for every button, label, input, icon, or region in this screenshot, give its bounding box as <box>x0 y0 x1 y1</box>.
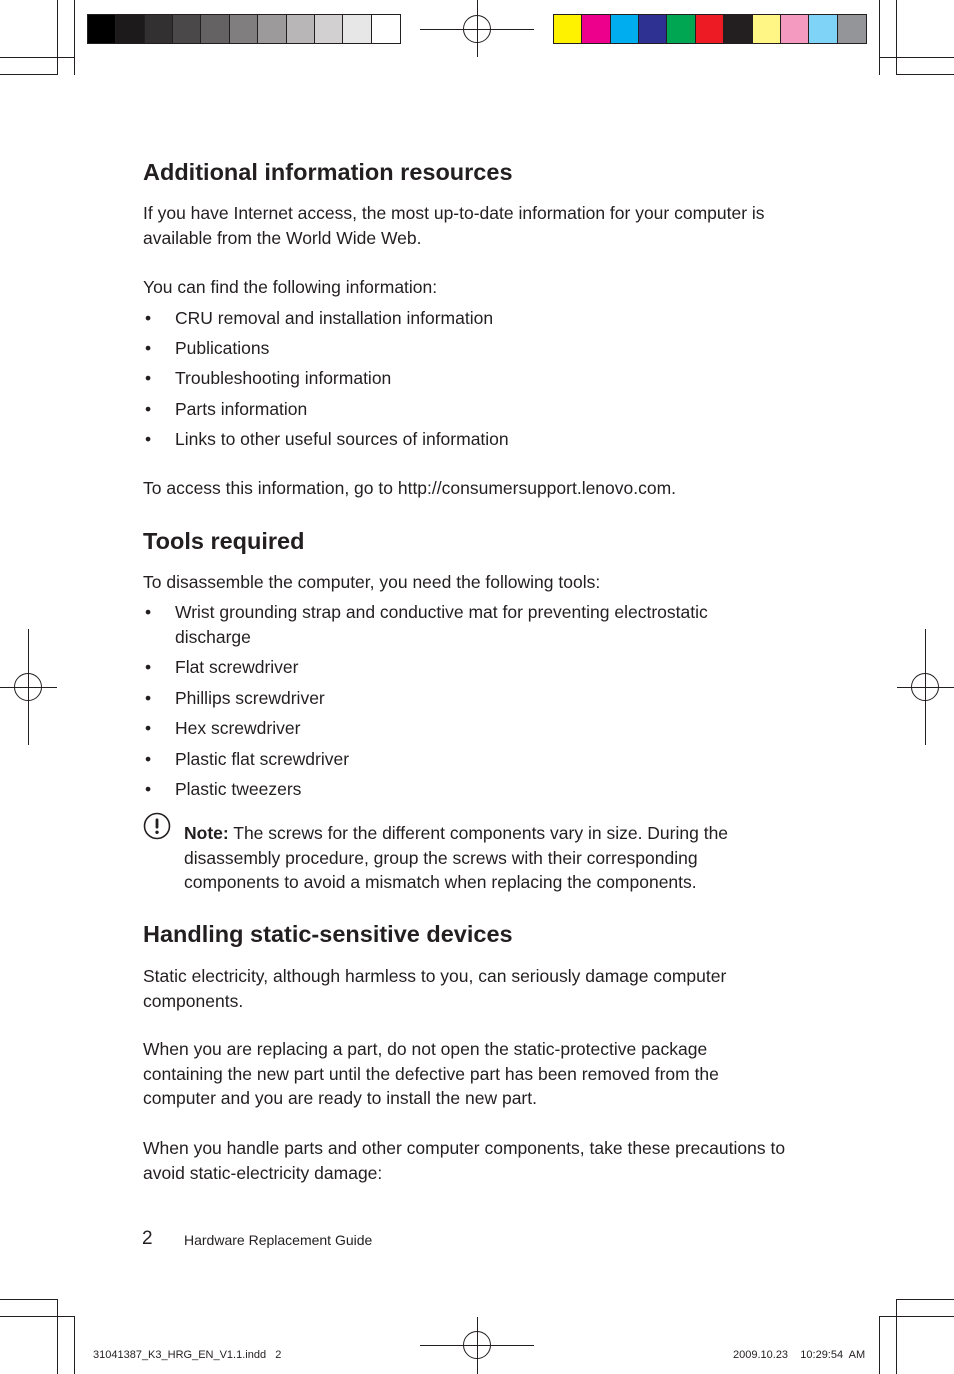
paragraph-line: available from the World Wide Web. <box>143 227 422 248</box>
color-swatch <box>201 15 229 43</box>
crop-mark <box>896 1299 954 1300</box>
note-label: Note: <box>184 823 229 843</box>
color-swatch <box>753 15 781 43</box>
page-number: 2 <box>142 1228 153 1249</box>
crop-mark <box>0 1316 75 1317</box>
color-swatch <box>724 15 752 43</box>
bullet: • <box>145 779 152 799</box>
color-swatch <box>696 15 724 43</box>
crop-mark <box>879 0 880 75</box>
crop-mark <box>879 57 954 58</box>
color-swatch <box>554 15 582 43</box>
access-paragraph: To access this information, go to http://consumersupport.lenovo.com. <box>143 478 677 498</box>
crop-mark <box>896 1299 897 1374</box>
crop-mark <box>57 0 58 75</box>
crop-mark <box>0 1299 58 1300</box>
color-swatch <box>173 15 201 43</box>
list-item-text: Hex screwdriver <box>175 718 301 738</box>
bullet: • <box>145 749 152 769</box>
list-item-text: Parts information <box>175 399 308 419</box>
crop-mark <box>74 1316 75 1374</box>
paragraph-line: If you have Internet access, the most up-to-date information for your computer is <box>143 203 765 223</box>
registration-mark <box>477 0 478 57</box>
bullet: • <box>145 429 152 449</box>
registration-mark <box>925 629 926 745</box>
bullet: • <box>145 338 152 358</box>
grayscale-color-bar <box>87 14 401 44</box>
bullet: • <box>145 602 152 622</box>
crop-mark <box>879 1316 880 1374</box>
color-swatch <box>287 15 315 43</box>
note-body: The screws for the different components vary in size. During the disassembly procedure, group the screws with their corresponding components to avoid a mismatch when replacing the components. <box>184 823 729 893</box>
list-item-text: Troubleshooting information <box>175 368 392 388</box>
guide-title: Hardware Replacement Guide <box>184 1232 373 1248</box>
crop-mark <box>0 57 75 58</box>
list-item-text: Plastic flat screwdriver <box>175 749 350 769</box>
color-swatch <box>88 15 116 43</box>
bullet: • <box>145 368 152 388</box>
crop-mark <box>896 0 897 75</box>
color-swatch <box>582 15 610 43</box>
slug-timestamp: 2009.10.23 10:29:54 AM <box>733 1349 866 1361</box>
color-swatch <box>230 15 258 43</box>
crop-mark <box>74 0 75 75</box>
exclamation-icon <box>143 812 171 840</box>
process-color-bar <box>553 14 867 44</box>
slug-filename: 31041387_K3_HRG_EN_V1.1.indd 2 <box>93 1349 282 1361</box>
color-swatch <box>258 15 286 43</box>
color-swatch <box>116 15 144 43</box>
paragraph <box>143 201 765 250</box>
list-item-text: Links to other useful sources of information <box>175 429 509 449</box>
color-swatch <box>781 15 809 43</box>
section-title-tools-required: Tools required <box>143 528 305 554</box>
color-swatch <box>838 15 866 43</box>
list-item-text: Wrist grounding strap and conductive mat for preventing electrostatic discharge <box>175 602 708 647</box>
color-swatch <box>809 15 837 43</box>
paragraph: When you handle parts and other computer components, take these precautions to avoid static-electricity damage: <box>143 1138 786 1183</box>
registration-mark <box>28 629 29 745</box>
section-title-additional-resources: Additional information resources <box>143 159 513 185</box>
color-swatch <box>667 15 695 43</box>
bullet: • <box>145 308 152 328</box>
color-swatch <box>639 15 667 43</box>
crop-mark <box>0 74 57 75</box>
color-swatch <box>372 15 400 43</box>
paragraph: You can find the following information: <box>143 277 438 297</box>
crop-mark <box>896 74 954 75</box>
registration-mark <box>477 1317 478 1374</box>
paragraph: When you are replacing a part, do not open the static-protective package containing the new part until the defective part has been removed from the computer and you are ready to install the new part. <box>143 1039 719 1109</box>
list-item-text: Publications <box>175 338 270 358</box>
bullet: • <box>145 399 152 419</box>
crop-mark <box>879 1316 954 1317</box>
color-swatch <box>343 15 371 43</box>
paragraph: Static electricity, although harmless to you, can seriously damage computer components. <box>143 966 727 1011</box>
bullet: • <box>145 688 152 708</box>
note-text <box>184 821 784 895</box>
list-item-text: CRU removal and installation information <box>175 308 494 328</box>
color-swatch <box>611 15 639 43</box>
color-swatch <box>145 15 173 43</box>
list-item-text: Plastic tweezers <box>175 779 302 799</box>
list-item-text: Phillips screwdriver <box>175 688 325 708</box>
list-item-text: Flat screwdriver <box>175 657 299 677</box>
color-swatch <box>315 15 343 43</box>
crop-mark <box>57 1299 58 1374</box>
bullet: • <box>145 657 152 677</box>
bullet: • <box>145 718 152 738</box>
paragraph: To disassemble the computer, you need the following tools: <box>143 572 601 592</box>
section-title-static-sensitive: Handling static-sensitive devices <box>143 921 513 947</box>
